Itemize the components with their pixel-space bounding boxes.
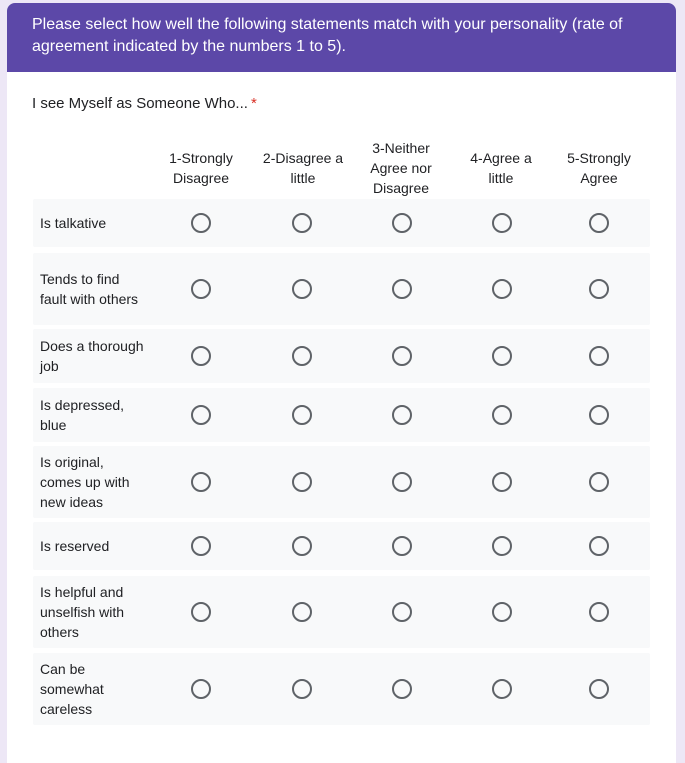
radio-button[interactable] xyxy=(492,472,512,492)
radio-button[interactable] xyxy=(492,346,512,366)
radio-button[interactable] xyxy=(392,602,412,622)
row-label: Tends to find fault with others xyxy=(40,271,139,307)
column-header-5: 5-Strongly Agree xyxy=(567,150,631,186)
radio-button[interactable] xyxy=(492,536,512,556)
radio-button[interactable] xyxy=(292,679,312,699)
radio-button[interactable] xyxy=(191,602,211,622)
row-label: Is helpful and unselfish with others xyxy=(40,584,125,640)
radio-button[interactable] xyxy=(191,536,211,556)
radio-button[interactable] xyxy=(589,679,609,699)
radio-button[interactable] xyxy=(392,679,412,699)
radio-button[interactable] xyxy=(589,602,609,622)
radio-button[interactable] xyxy=(392,405,412,425)
question-title xyxy=(32,95,257,112)
radio-button[interactable] xyxy=(589,472,609,492)
radio-button[interactable] xyxy=(191,405,211,425)
grid-row xyxy=(33,199,650,247)
radio-button[interactable] xyxy=(492,213,512,233)
radio-button[interactable] xyxy=(589,346,609,366)
radio-button[interactable] xyxy=(392,279,412,299)
radio-button[interactable] xyxy=(492,602,512,622)
column-header-4: 4-Agree a little xyxy=(470,150,532,186)
row-label: Is reserved xyxy=(40,538,110,554)
radio-button[interactable] xyxy=(292,405,312,425)
grid-row xyxy=(33,576,650,648)
row-label: Can be somewhat careless xyxy=(40,661,104,717)
row-label: Does a thorough job xyxy=(40,338,144,374)
radio-button[interactable] xyxy=(191,213,211,233)
radio-button[interactable] xyxy=(589,279,609,299)
radio-button[interactable] xyxy=(191,346,211,366)
radio-button[interactable] xyxy=(292,213,312,233)
question-title-text: I see Myself as Someone Who... xyxy=(32,95,248,112)
form-description-header: Please select how well the following statements match with your personality (rate of agreement indicated by the numbers 1 to 5). xyxy=(7,3,676,72)
radio-button[interactable] xyxy=(492,679,512,699)
radio-button[interactable] xyxy=(392,536,412,556)
grid-row xyxy=(33,329,650,383)
grid-row xyxy=(33,522,650,570)
column-header-3: 3-Neither Agree nor Disagree xyxy=(370,140,432,196)
question-card xyxy=(7,3,676,763)
radio-button[interactable] xyxy=(292,346,312,366)
radio-button[interactable] xyxy=(191,279,211,299)
radio-button[interactable] xyxy=(392,472,412,492)
radio-button[interactable] xyxy=(292,279,312,299)
grid-row xyxy=(33,253,650,325)
radio-button[interactable] xyxy=(492,405,512,425)
row-label: Is depressed, blue xyxy=(40,397,125,433)
radio-button[interactable] xyxy=(492,279,512,299)
row-label: Is original, comes up with new ideas xyxy=(40,454,130,510)
grid-row xyxy=(33,653,650,725)
radio-button[interactable] xyxy=(292,536,312,556)
radio-button[interactable] xyxy=(392,213,412,233)
column-header-1: 1-Strongly Disagree xyxy=(169,150,233,186)
radio-button[interactable] xyxy=(292,602,312,622)
grid-row xyxy=(33,388,650,442)
row-label: Is talkative xyxy=(40,215,107,231)
grid-row xyxy=(33,446,650,518)
required-asterisk: * xyxy=(250,95,257,112)
radio-button[interactable] xyxy=(589,536,609,556)
radio-button[interactable] xyxy=(191,472,211,492)
radio-button[interactable] xyxy=(292,472,312,492)
column-header-2: 2-Disagree a little xyxy=(262,150,344,186)
radio-button[interactable] xyxy=(191,679,211,699)
radio-button[interactable] xyxy=(392,346,412,366)
radio-button[interactable] xyxy=(589,213,609,233)
radio-button[interactable] xyxy=(589,405,609,425)
